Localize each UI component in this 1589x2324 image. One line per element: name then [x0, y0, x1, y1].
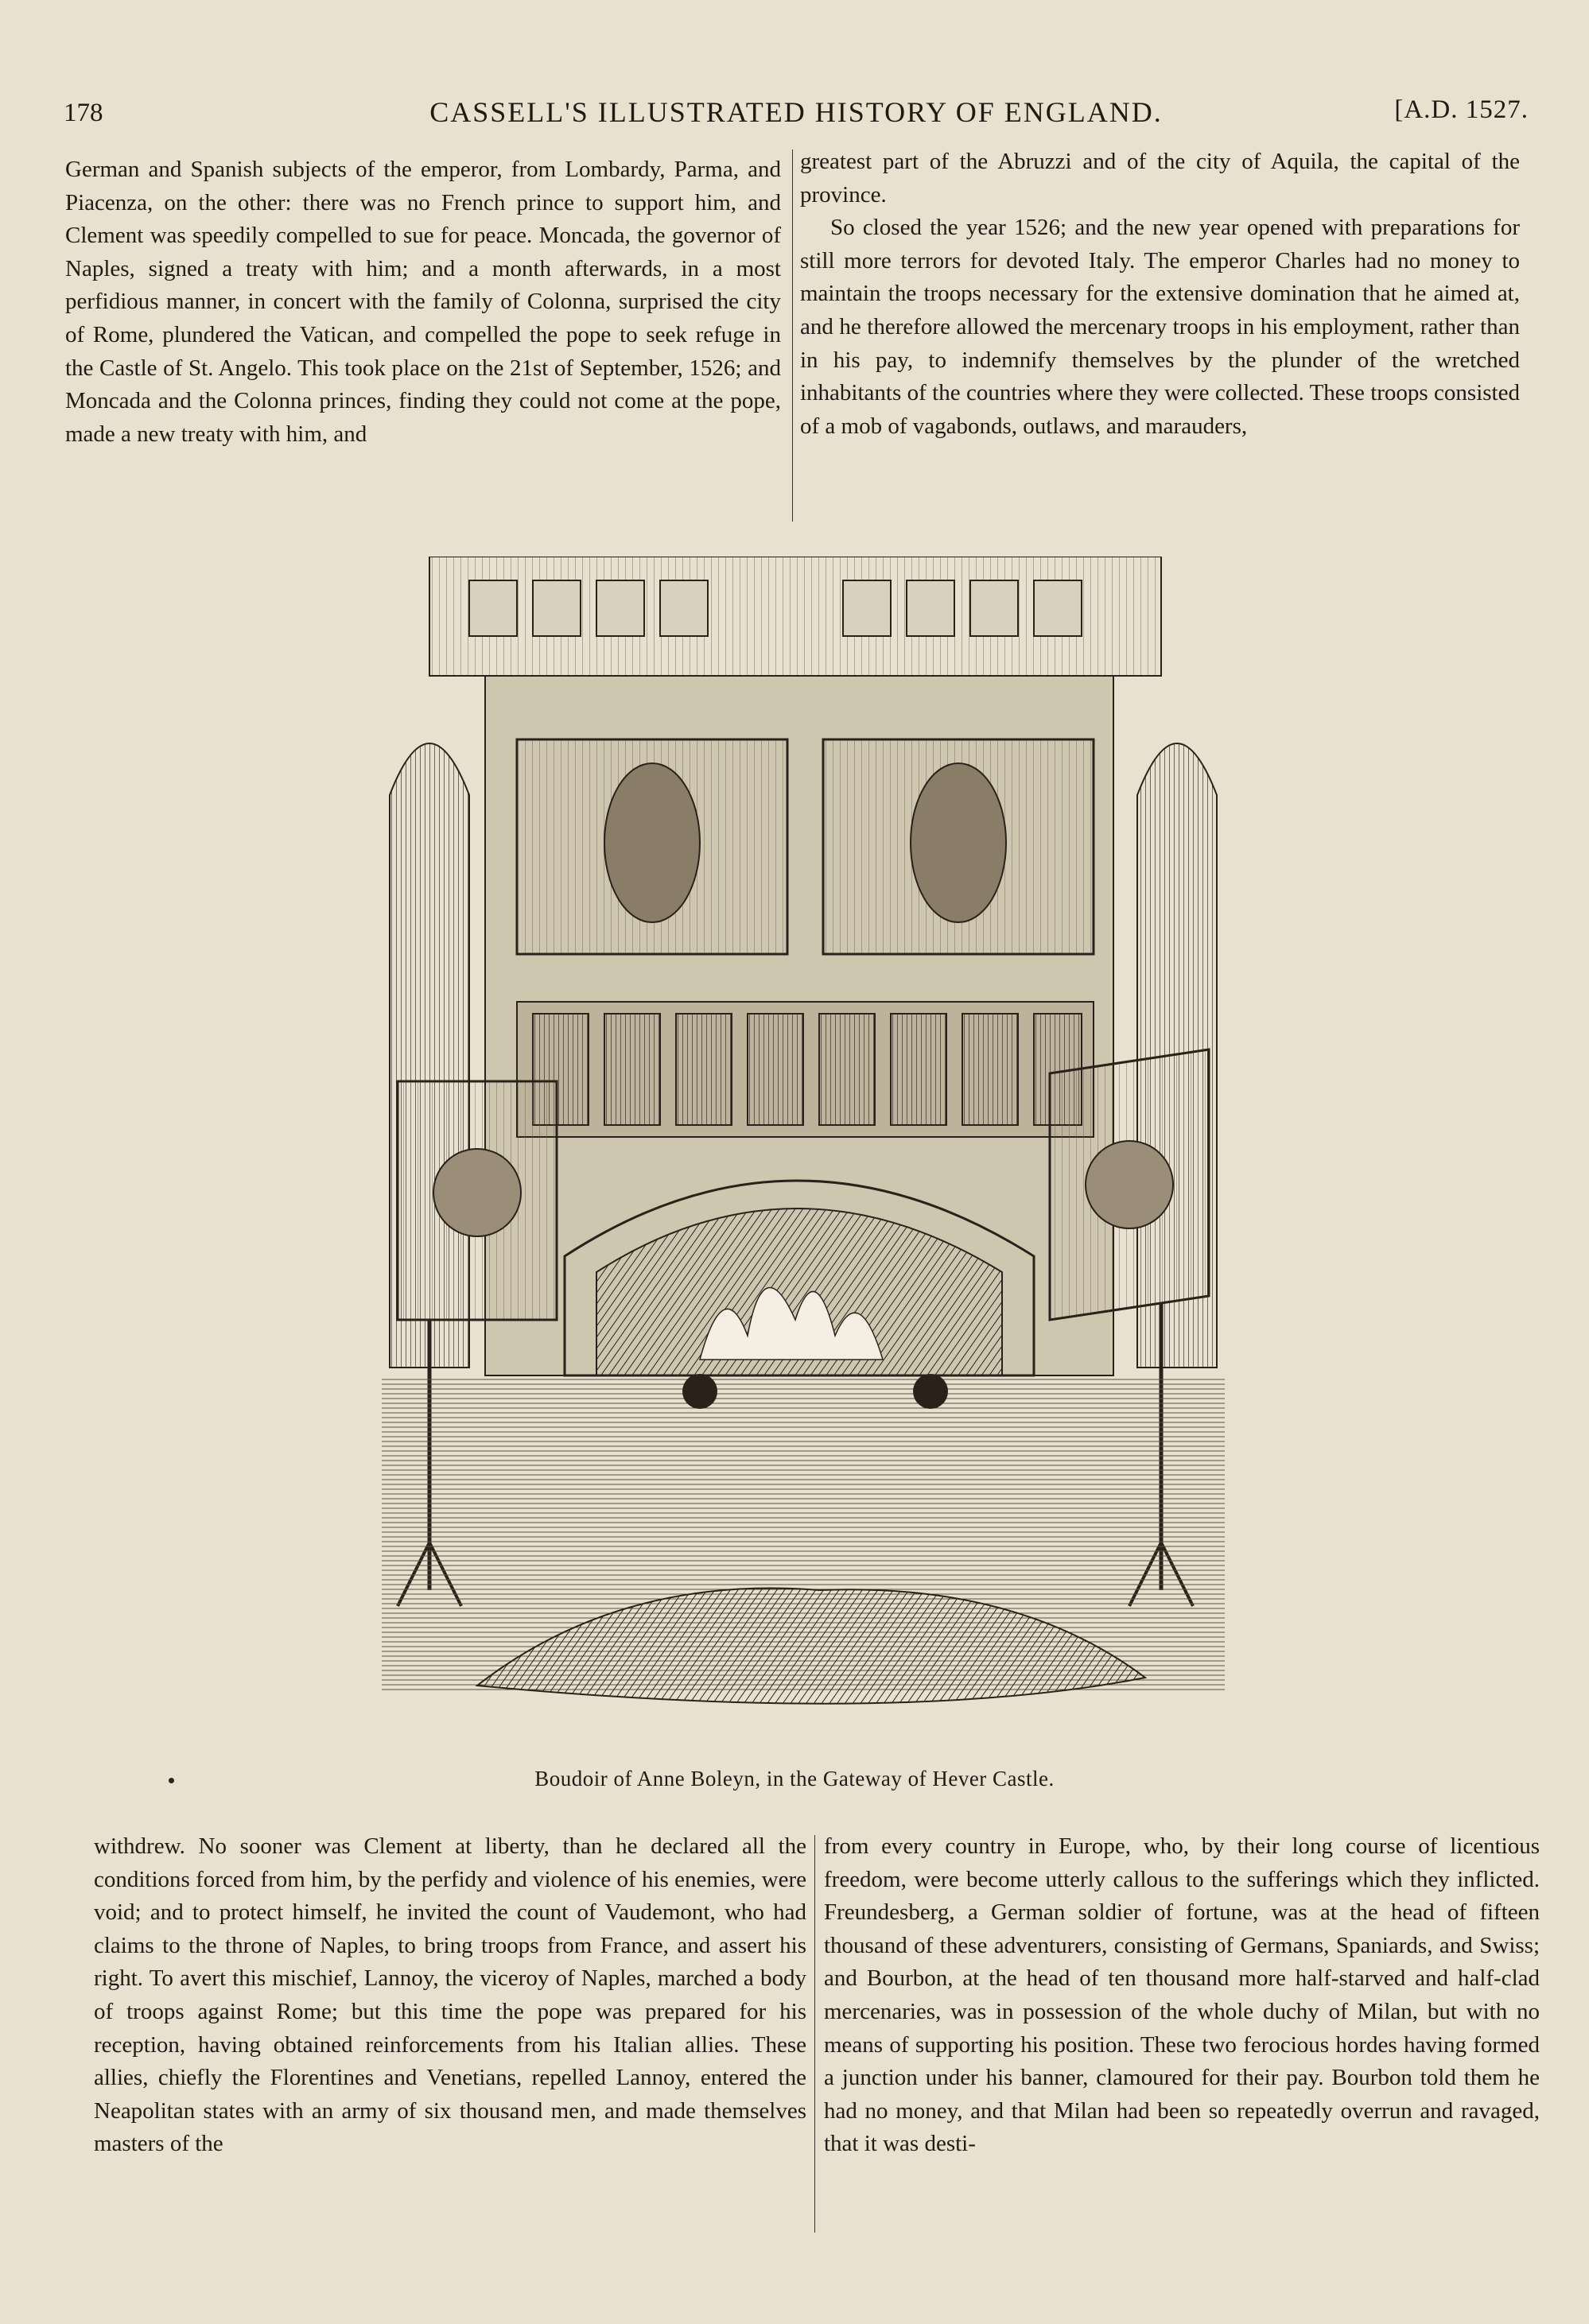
- column-rule: [792, 149, 793, 522]
- column-rule: [814, 1835, 815, 2233]
- text-column-bottom-right: [824, 1830, 1540, 2161]
- paragraph: from every country in Europe, who, by their long course of licentious freedom, were become utterly callous to the sufferings which they inflicted. Freundesberg, a German soldier of fortune, was at the head of fifteen thousand of these adventurers, consisting of Germans, Spaniards, and Swiss; and Bourbon, at the head of ten thousand more half-starved and half-clad mercenaries, was in possession of the whole duchy of Milan, but with no means of supporting his position. These two ferocious hordes having formed a junction under his banner, clamoured for their pay. Bourbon told them he had no money, and that Milan had been so repeatedly overrun and ravaged, that it was desti-: [824, 1833, 1540, 2157]
- text-column-top-left: [65, 153, 781, 451]
- paragraph: So closed the year 1526; and the new year opened with preparations for still more terrors for devoted Italy. The emperor Charles had no money to maintain the troops necessary for the extensive domination that he aimed at, and he therefore allowed the mercenary troops in his employment, rather than in his pay, to indemnify themselves by the plunder of the wretched inhabitants of the countries where they were collected. These troops consisted of a mob of vagabonds, outlaws, and marauders,: [800, 215, 1520, 439]
- text-column-bottom-left: [94, 1830, 806, 2161]
- text-column-top-right: [800, 145, 1520, 443]
- engraving-illustration: [382, 557, 1225, 1741]
- running-title: CASSELL'S ILLUSTRATED HISTORY OF ENGLAND.: [429, 96, 1163, 128]
- fireplace-engraving: [382, 557, 1225, 1741]
- date-marker: [A.D. 1527.: [1394, 95, 1529, 124]
- paragraph: German and Spanish subjects of the emperor, from Lombardy, Parma, and Piacenza, on the other: there was no French prince to support him, and Clement was speedily compelled to sue for peace. Moncada, the governor of Naples, signed a treaty with him; and a month afterwards, in a most perfidious manner, in concert with the family of Colonna, surprised the city of Rome, plundered the Vatican, and compelled the pope to seek refuge in the Castle of St. Angelo. This took place on the 21st of September, 1526; and Moncada and the Colonna princes, finding they could not come at the pope, made a new treaty with him, and: [65, 157, 781, 447]
- paragraph: greatest part of the Abruzzi and of the city of Aquila, the capital of the province.: [800, 149, 1520, 208]
- figure-caption: Boudoir of Anne Boleyn, in the Gateway of Hever Castle.: [534, 1767, 1055, 1791]
- page-header: [64, 94, 1529, 138]
- paragraph: withdrew. No sooner was Clement at liberty, than he declared all the conditions forced from him, by the perfidy and violence of his enemies, were void; and to protect himself, he invited the count of Vaudemont, who had claims to the throne of Naples, to bring troops from France, and assert his right. To avert this mischief, Lannoy, the viceroy of Naples, marched a body of troops against Rome; but this time the pope was prepared for his reception, having obtained reinforcements from his Italian allies. These allies, chiefly the Florentines and Venetians, repelled Lannoy, entered the Neapolitan states with an army of six thousand men, and made themselves masters of the: [94, 1833, 806, 2157]
- page-number: 178: [64, 99, 103, 127]
